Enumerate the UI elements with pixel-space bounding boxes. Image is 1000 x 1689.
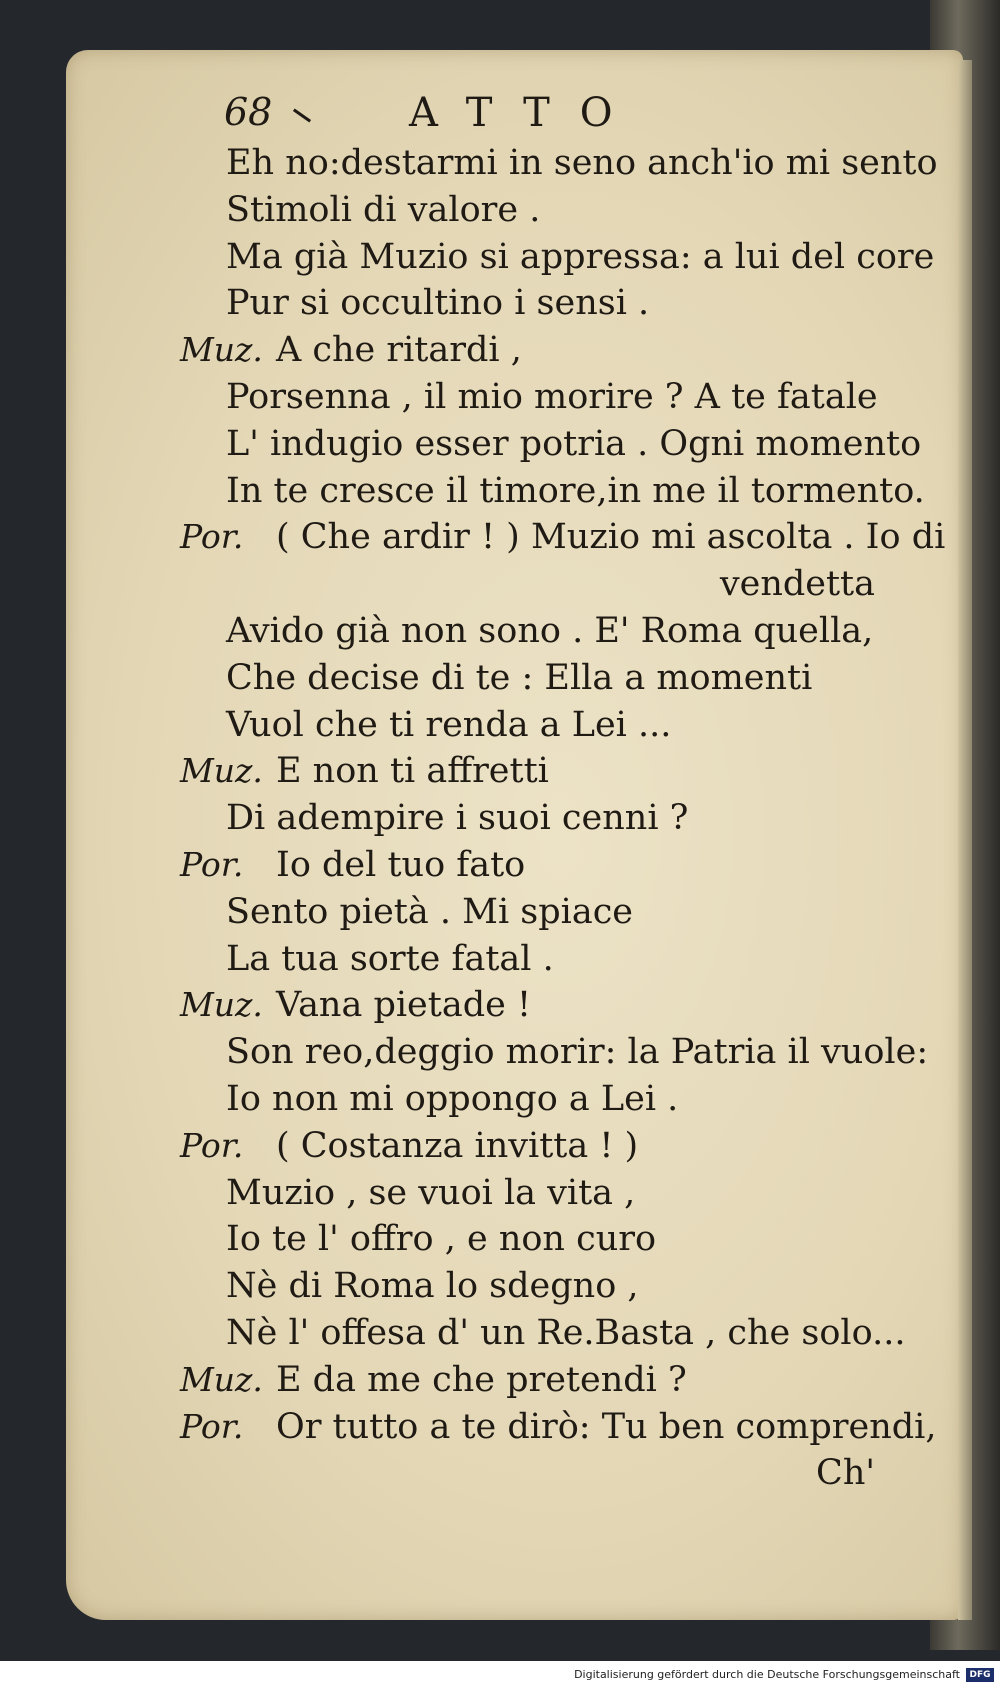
verse-text: Che decise di te : Ella a momenti xyxy=(226,657,813,698)
footer-credit: Digitalisierung gefördert durch die Deutsche Forschungsgemeinschaft xyxy=(574,1668,960,1681)
speaker-label: Por. xyxy=(180,1406,244,1446)
page-number: 68 xyxy=(224,90,273,134)
verse-text: Muzio , se vuoi la vita , xyxy=(226,1172,636,1213)
speaker-label: Muz. xyxy=(180,751,263,791)
verse-text: L' indugio esser potria . Ogni momento xyxy=(226,423,922,464)
verse-text: Ch' xyxy=(816,1453,875,1494)
text-line xyxy=(180,421,922,468)
verse-text: La tua sorte fatal . xyxy=(226,938,554,979)
verse-text: E non ti affretti xyxy=(276,751,549,792)
text-line xyxy=(180,1076,915,1123)
speaker-label: Por. xyxy=(180,517,244,557)
verse-text: In te cresce il timore,in me il tormento. xyxy=(226,470,925,511)
speaker-label: Muz. xyxy=(180,985,263,1025)
text-line xyxy=(180,1450,915,1497)
section-title: ATTO xyxy=(409,90,643,136)
text-line xyxy=(180,748,915,795)
dfg-logo-icon: DFG xyxy=(966,1668,994,1682)
speaker-label: Muz. xyxy=(180,1359,263,1399)
page-edge xyxy=(958,60,972,1620)
text-line xyxy=(180,982,915,1029)
text-line xyxy=(180,655,915,702)
verse-text: Vuol che ti renda a Lei ... xyxy=(226,704,672,745)
verse-text: Ma già Muzio si appressa: a lui del core xyxy=(226,236,935,277)
text-line xyxy=(180,514,946,561)
speaker-label: Muz. xyxy=(180,330,263,370)
text-line xyxy=(180,1029,929,1076)
text-line xyxy=(180,795,915,842)
text-line xyxy=(180,561,915,608)
text-line xyxy=(180,374,915,421)
verse-text: Pur si occultino i sensi . xyxy=(226,283,650,324)
text-line xyxy=(180,280,915,327)
verse-text: Stimoli di valore . xyxy=(226,189,541,230)
verse-text: vendetta xyxy=(719,564,875,605)
text-line xyxy=(180,187,915,234)
text-line xyxy=(180,842,915,889)
speaker-label: Por. xyxy=(180,844,244,884)
text-line xyxy=(180,234,935,281)
text-line xyxy=(180,1357,915,1404)
text-line xyxy=(180,889,915,936)
verse-text: Di adempire i suoi cenni ? xyxy=(226,798,689,839)
verse-text: Avido già non sono . E' Roma quella, xyxy=(226,610,874,651)
verse-text: Vana pietade ! xyxy=(276,985,532,1026)
verse-text: Io non mi oppongo a Lei . xyxy=(226,1078,679,1119)
verse-text: Son reo,deggio morir: la Patria il vuole: xyxy=(226,1032,929,1073)
text-line xyxy=(180,1310,915,1357)
text-line xyxy=(180,936,915,983)
verse-text: A che ritardi , xyxy=(276,330,522,371)
speaker-label: Por. xyxy=(180,1125,244,1165)
text-line xyxy=(180,468,925,515)
verse-text: Porsenna , il mio morire ? A te fatale xyxy=(226,376,878,417)
text-line xyxy=(180,327,915,374)
verse-text: Nè l' offesa d' un Re.Basta , che solo... xyxy=(226,1312,906,1353)
text-line xyxy=(180,1404,937,1451)
page-header xyxy=(224,90,924,140)
verse-text: Io del tuo fato xyxy=(276,844,526,885)
text-line xyxy=(180,1170,915,1217)
text-line xyxy=(180,140,938,187)
verse-text: Nè di Roma lo sdegno , xyxy=(226,1266,639,1307)
text-line xyxy=(180,1123,915,1170)
verse-text: Sento pietà . Mi spiace xyxy=(226,891,634,932)
verse-text: Eh no:destarmi in seno anch'io mi sento xyxy=(226,143,938,183)
text-line xyxy=(180,1216,915,1263)
libretto-text xyxy=(180,140,946,1497)
verse-text: Io te l' offro , e non curo xyxy=(226,1219,657,1260)
ink-mark xyxy=(293,109,311,123)
verse-text: ( Che ardir ! ) Muzio mi ascolta . Io di xyxy=(276,517,946,558)
text-line xyxy=(180,1263,915,1310)
text-line xyxy=(180,608,915,655)
digitization-footer xyxy=(0,1661,1000,1689)
verse-text: ( Costanza invitta ! ) xyxy=(276,1125,639,1166)
verse-text: Or tutto a te dirò: Tu ben comprendi, xyxy=(276,1406,937,1447)
verse-text: E da me che pretendi ? xyxy=(276,1359,687,1400)
text-line xyxy=(180,702,915,749)
